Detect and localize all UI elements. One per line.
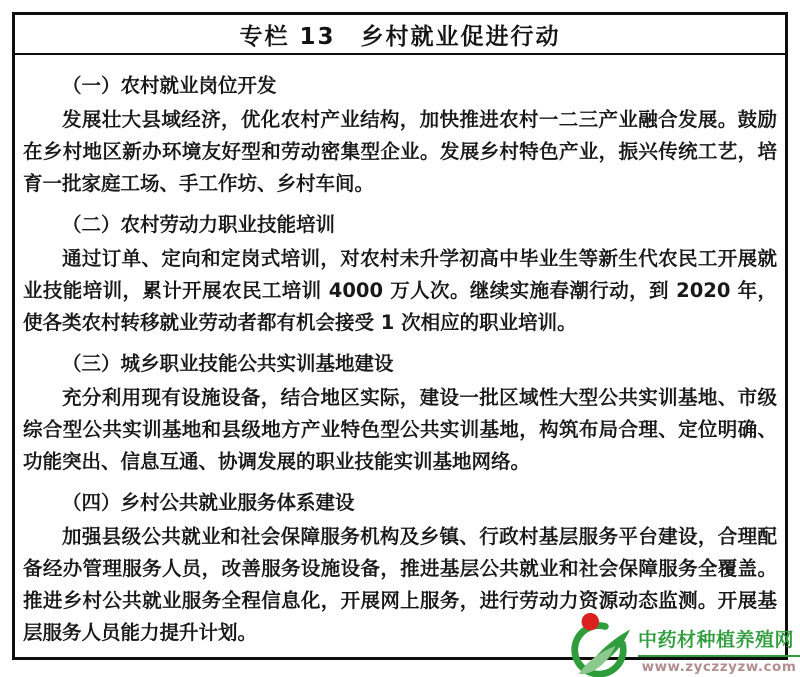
- section-2: [23, 209, 777, 339]
- site-watermark: [562, 611, 800, 677]
- section-heading: （三）城乡职业技能公共实训基地建设: [62, 352, 394, 375]
- site-url: www.zyczzyzw.com: [641, 659, 797, 675]
- section-heading: （二）农村劳动力职业技能培训: [62, 213, 336, 236]
- column-box-panel: [12, 12, 788, 660]
- watermark-text-block: [638, 627, 800, 677]
- green-divider: [638, 655, 800, 657]
- section-paragraph: 加强县级公共就业和社会保障服务机构及乡镇、行政村基层服务平台建设，合理配备经办管理服务人员，改善服务设施设备，推进基层公共就业和社会保障服务全覆盖。推进乡村公共就业服务全程信息化，开展网上服务，进行劳动力资源动态监测。开展基层服务人员能力提升计划。: [23, 525, 777, 644]
- section-heading: （一）农村就业岗位开发: [62, 74, 277, 97]
- section-heading: （四）乡村公共就业服务体系建设: [62, 491, 355, 514]
- section-paragraph: 通过订单、定向和定岗式培训，对农村未升学初高中毕业生等新生代农民工开展就业技能培训，累计开展农民工培训 4000 万人次。继续实施春潮行动，到 2020 年，使各类农村转移就业劳动者都有机会接受 1 次相应的职业培训。: [23, 247, 777, 334]
- panel-body: [15, 55, 785, 649]
- section-paragraph: 发展壮大县域经济，优化农村产业结构，加快推进农村一二三产业融合发展。鼓励在乡村地区新办环境友好型和劳动密集型企业。发展乡村特色产业，振兴传统工艺，培育一批家庭工场、手工作坊、乡村车间。: [23, 108, 777, 195]
- leaf-circle-logo-icon: [562, 611, 636, 677]
- section-paragraph: 充分利用现有设施设备，结合地区实际，建设一批区域性大型公共实训基地、市级综合型公共实训基地和县级地方产业特色型公共实训基地，构筑布局合理、定位明确、功能突出、信息互通、协调发展的职业技能实训基地网络。: [23, 386, 777, 473]
- panel-title: 专栏 13 乡村就业促进行动: [15, 15, 785, 55]
- site-name: 中药材种植养殖网: [638, 629, 795, 651]
- section-3: [23, 348, 777, 478]
- section-1: [23, 70, 777, 200]
